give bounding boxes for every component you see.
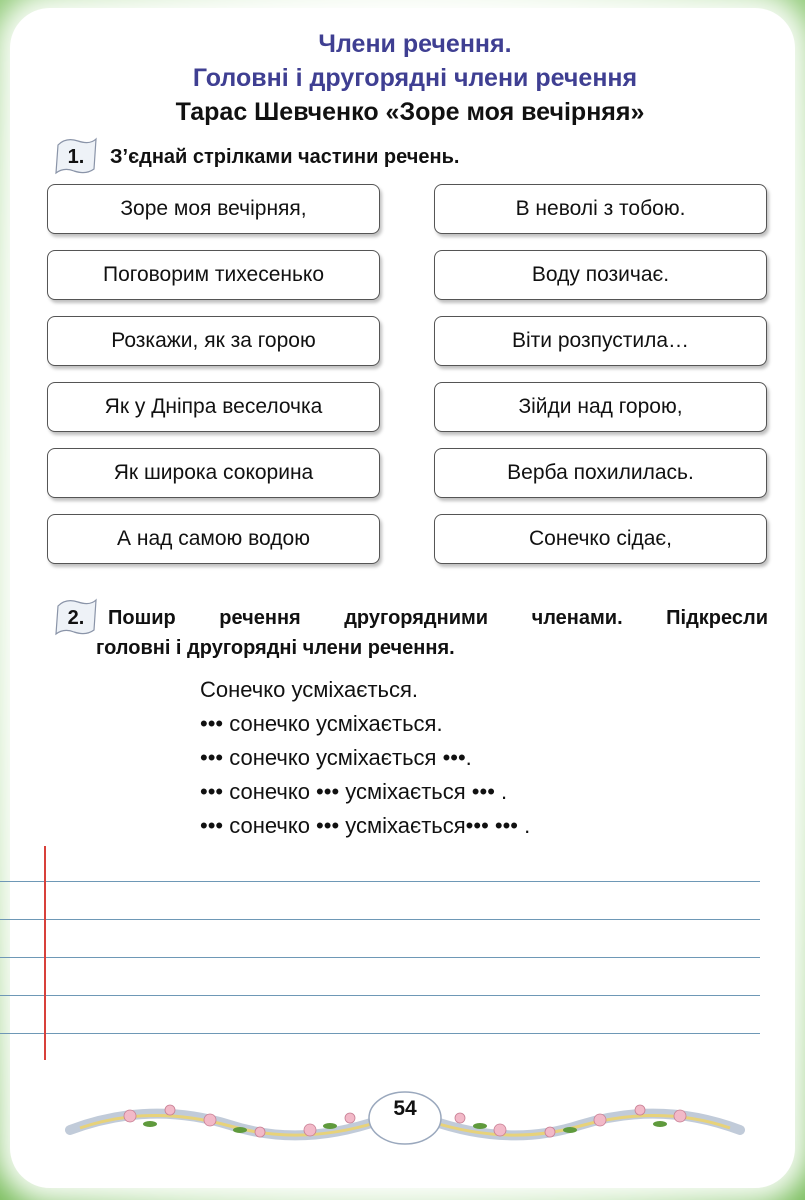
margin-line (44, 846, 46, 1060)
task-number-badge: 1. (52, 135, 100, 179)
right-phrase-box[interactable]: Сонечко сідає, (434, 514, 767, 564)
left-phrase-box[interactable]: Зоре моя вечірняя, (47, 184, 380, 234)
sentence-template: ••• сонечко усміхається. (200, 711, 443, 736)
left-phrase-box[interactable]: Як у Дніпра веселочка (47, 382, 380, 432)
right-phrase-box[interactable]: В неволі з тобою. (434, 184, 767, 234)
right-phrase-box[interactable]: Верба похилилась. (434, 448, 767, 498)
left-phrase-box[interactable]: Як широка сокорина (47, 448, 380, 498)
task-number-badge: 2. (52, 596, 100, 640)
chapter-title: Члени речення. (318, 30, 512, 58)
left-phrase-box[interactable]: Розкажи, як за горою (47, 316, 380, 366)
sentence-template: ••• сонечко ••• усміхається ••• . (200, 779, 508, 804)
page-number: 54 (393, 1097, 417, 1120)
writing-line (0, 881, 760, 882)
task1-instruction: З’єднай стрілками частини речень. (110, 146, 460, 168)
task2-instruction-continued: головні і другорядні члени речення. (96, 637, 455, 659)
sentence-template: ••• сонечко усміхається •••. (200, 745, 472, 770)
example-sentence: Сонечко усміхається. (200, 677, 419, 702)
chapter-subtitle: Головні і другорядні члени речення (192, 64, 638, 92)
right-phrase-box[interactable]: Зійди над горою, (434, 382, 767, 432)
left-phrase-box[interactable]: Поговорим тихесенько (47, 250, 380, 300)
lesson-title: Тарас Шевченко «Зоре моя вечірняя» (175, 98, 645, 126)
left-phrase-box[interactable]: А над самою водою (47, 514, 380, 564)
sentence-template: ••• сонечко ••• усміхається••• ••• . (200, 813, 531, 838)
task2-instruction: Пошир речення другорядними членами. Підкресли (108, 607, 768, 629)
right-phrase-box[interactable]: Віти розпустила… (434, 316, 767, 366)
writing-line (0, 1033, 760, 1034)
writing-line (0, 919, 760, 920)
writing-area[interactable] (0, 846, 805, 1066)
writing-line (0, 995, 760, 996)
writing-line (0, 957, 760, 958)
right-phrase-box[interactable]: Воду позичає. (434, 250, 767, 300)
